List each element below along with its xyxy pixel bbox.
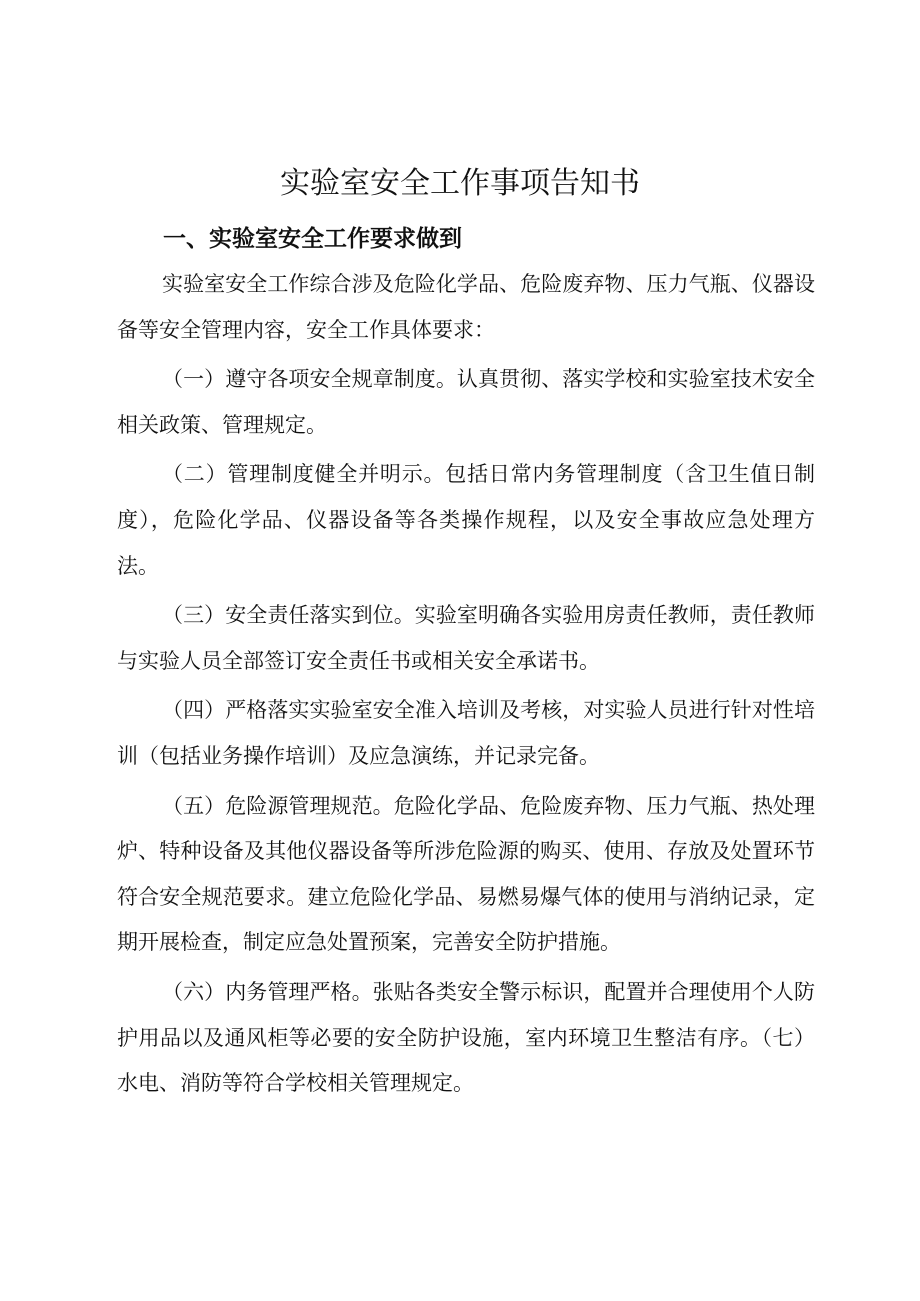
paragraph-item-5: （五）危险源管理规范。危险化学品、危险废弃物、压力气瓶、热处理炉、特种设备及其他仪器设备等所涉危险源的购买、使用、存放及处置环节符合安全规范要求。建立危险化学品、易燃易爆气体的使用与消纳记录，定期开展检查，制定应急处置预案，完善安全防护措施。 <box>117 793 815 955</box>
document-title: 实验室安全工作事项告知书 <box>280 166 640 201</box>
document-body <box>117 262 815 1107</box>
paragraph-intro: 实验室安全工作综合涉及危险化学品、危险废弃物、压力气瓶、仪器设备等安全管理内容，安全工作具体要求： <box>117 272 815 342</box>
paragraph-item-3: （三）安全责任落实到位。实验室明确各实验用房责任教师，责任教师与实验人员全部签订安全责任书或相关安全承诺书。 <box>117 603 815 673</box>
paragraph-item-1: （一）遵守各项安全规章制度。认真贯彻、落实学校和实验室技术安全相关政策、管理规定。 <box>117 367 815 437</box>
paragraph-item-4: （四）严格落实实验室安全准入培训及考核，对实验人员进行针对性培训（包括业务操作培训）及应急演练，并记录完备。 <box>117 698 815 768</box>
section-heading: 一、实验室安全工作要求做到 <box>163 226 462 252</box>
paragraph-item-2: （二）管理制度健全并明示。包括日常内务管理制度（含卫生值日制度），危险化学品、仪器设备等各类操作规程，以及安全事故应急处理方法。 <box>117 462 815 578</box>
paragraph-item-6: （六）内务管理严格。张贴各类安全警示标识，配置并合理使用个人防护用品以及通风柜等必要的安全防护设施，室内环境卫生整洁有序。（七）水电、消防等符合学校相关管理规定。 <box>117 979 815 1096</box>
